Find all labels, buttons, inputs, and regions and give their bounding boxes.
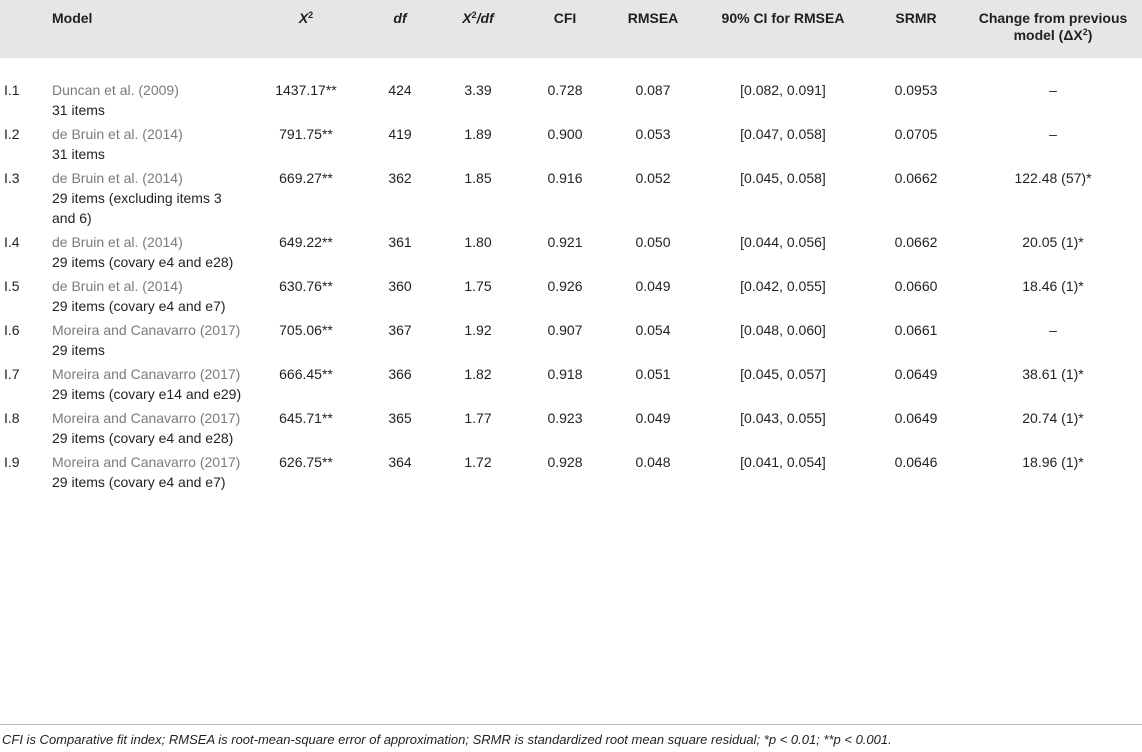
model-cell (48, 124, 246, 168)
model-cell (48, 364, 246, 408)
header-df: df (393, 10, 407, 26)
cfi-cell: 0.900 (547, 126, 583, 142)
srmr-cell: 0.0660 (894, 278, 938, 294)
header-change: Change from previous model $(\Delta X^2)$ (978, 10, 1128, 43)
header-srmr: SRMR (895, 10, 937, 26)
rmsea-cell: 0.050 (635, 234, 671, 250)
table-row (0, 58, 1142, 124)
srmr-cell: 0.0662 (894, 234, 938, 250)
header-x2: $X^2$ (298, 10, 314, 26)
table-row (0, 232, 1142, 276)
x2-cell: 626.75** (279, 454, 333, 470)
x2-cell: 666.45** (279, 366, 333, 382)
df-cell: 367 (388, 322, 412, 338)
model-id-cell: I.7 (4, 366, 20, 382)
change-cell: 20.05 (1)* (1022, 234, 1084, 250)
header-cfi: CFI (553, 10, 577, 26)
table-footnote: CFI is Comparative fit index; RMSEA is root-mean-square error of approximation; SRMR is standardized root mean square residual; *p < 0.01; **p < 0.001. (2, 732, 892, 747)
table-row (0, 408, 1142, 452)
x2df-cell: 1.72 (464, 454, 492, 470)
model-description: 29 items (excluding items 3 and 6) (52, 190, 222, 226)
x2df-cell: 1.80 (464, 234, 492, 250)
change-cell: 38.61 (1)* (1022, 366, 1084, 382)
rmsea-cell: 0.053 (635, 126, 671, 142)
ci-cell: [0.082, 0.091] (740, 82, 826, 98)
table-row (0, 320, 1142, 364)
model-citation: de Bruin et al. (2014) (52, 126, 183, 142)
x2-cell: 669.27** (279, 170, 333, 186)
df-cell: 362 (388, 170, 412, 186)
model-citation: Moreira and Canavarro (2017) (52, 410, 241, 426)
header-model: Model (52, 10, 93, 26)
ci-cell: [0.043, 0.055] (740, 410, 826, 426)
ci-cell: [0.042, 0.055] (740, 278, 826, 294)
table-bottom-rule (0, 724, 1142, 725)
ci-cell: [0.047, 0.058] (740, 126, 826, 142)
model-cell (48, 320, 246, 364)
df-cell: 364 (388, 454, 412, 470)
model-description: 31 items (52, 102, 105, 118)
x2-cell: 630.76** (279, 278, 333, 294)
srmr-cell: 0.0649 (894, 410, 938, 426)
ci-cell: [0.045, 0.058] (740, 170, 826, 186)
change-cell: – (1049, 82, 1057, 98)
df-cell: 365 (388, 410, 412, 426)
cfi-cell: 0.921 (547, 234, 583, 250)
rmsea-cell: 0.048 (635, 454, 671, 470)
table-row (0, 168, 1142, 232)
cfi-cell: 0.728 (547, 82, 583, 98)
x2df-cell: 1.92 (464, 322, 492, 338)
model-cell (48, 58, 246, 124)
x2-cell: 645.71** (279, 410, 333, 426)
df-cell: 360 (388, 278, 412, 294)
df-cell: 419 (388, 126, 412, 142)
model-id-cell: I.5 (4, 278, 20, 294)
x2-cell: 1437.17** (275, 82, 337, 98)
rmsea-cell: 0.052 (635, 170, 671, 186)
model-description: 29 items (covary e4 and e28) (52, 430, 234, 446)
x2df-cell: 1.89 (464, 126, 492, 142)
model-id-cell: I.8 (4, 410, 20, 426)
change-cell: 20.74 (1)* (1022, 410, 1084, 426)
cfi-cell: 0.916 (547, 170, 583, 186)
model-citation: de Bruin et al. (2014) (52, 278, 183, 294)
ci-cell: [0.048, 0.060] (740, 322, 826, 338)
cfi-cell: 0.907 (547, 322, 583, 338)
srmr-cell: 0.0662 (894, 170, 938, 186)
rmsea-cell: 0.049 (635, 410, 671, 426)
model-id-cell: I.4 (4, 234, 20, 250)
model-description: 29 items (covary e4 and e28) (52, 254, 234, 270)
ci-cell: [0.044, 0.056] (740, 234, 826, 250)
x2-cell: 705.06** (279, 322, 333, 338)
model-citation: Moreira and Canavarro (2017) (52, 366, 241, 382)
change-cell: 18.96 (1)* (1022, 454, 1084, 470)
model-id-cell: I.3 (4, 170, 20, 186)
table-row (0, 364, 1142, 408)
change-cell: – (1049, 126, 1057, 142)
rmsea-cell: 0.054 (635, 322, 671, 338)
model-description: 29 items (covary e14 and e29) (52, 386, 242, 402)
cfi-cell: 0.918 (547, 366, 583, 382)
x2df-cell: 1.82 (464, 366, 492, 382)
model-cell (48, 232, 246, 276)
table-row (0, 124, 1142, 168)
ci-cell: [0.045, 0.057] (740, 366, 826, 382)
header-rmsea: RMSEA (627, 10, 679, 26)
model-cell (48, 276, 246, 320)
model-cell (48, 168, 246, 232)
cfi-cell: 0.923 (547, 410, 583, 426)
model-id-cell: I.2 (4, 126, 20, 142)
x2df-cell: 1.85 (464, 170, 492, 186)
change-cell: 122.48 (57)* (1014, 170, 1092, 186)
model-id-cell: I.6 (4, 322, 20, 338)
ci-cell: [0.041, 0.054] (740, 454, 826, 470)
srmr-cell: 0.0705 (894, 126, 938, 142)
rmsea-cell: 0.087 (635, 82, 671, 98)
change-cell: 18.46 (1)* (1022, 278, 1084, 294)
x2-cell: 791.75** (279, 126, 333, 142)
model-cell (48, 408, 246, 452)
table-row (0, 452, 1142, 496)
model-citation: de Bruin et al. (2014) (52, 234, 183, 250)
srmr-cell: 0.0646 (894, 454, 938, 470)
df-cell: 366 (388, 366, 412, 382)
model-citation: Moreira and Canavarro (2017) (52, 454, 241, 470)
rmsea-cell: 0.051 (635, 366, 671, 382)
model-description: 31 items (52, 146, 105, 162)
model-citation: de Bruin et al. (2014) (52, 170, 183, 186)
rmsea-cell: 0.049 (635, 278, 671, 294)
df-cell: 361 (388, 234, 412, 250)
model-id-cell: I.1 (4, 82, 20, 98)
srmr-cell: 0.0661 (894, 322, 938, 338)
x2df-cell: 1.77 (464, 410, 492, 426)
header-ci: 90% CI for RMSEA (721, 10, 845, 26)
model-citation: Duncan et al. (2009) (52, 82, 179, 98)
model-description: 29 items (52, 342, 105, 358)
srmr-cell: 0.0649 (894, 366, 938, 382)
df-cell: 424 (388, 82, 412, 98)
cfi-cell: 0.928 (547, 454, 583, 470)
x2df-cell: 1.75 (464, 278, 492, 294)
x2df-cell: 3.39 (464, 82, 492, 98)
x2-cell: 649.22** (279, 234, 333, 250)
table-row (0, 276, 1142, 320)
change-cell: – (1049, 322, 1057, 338)
header-x2-df: $X^2/df$ (462, 10, 494, 26)
header-row (0, 0, 1142, 58)
cfi-cell: 0.926 (547, 278, 583, 294)
model-cell (48, 452, 246, 496)
header-id (0, 0, 48, 58)
srmr-cell: 0.0953 (894, 82, 938, 98)
model-description: 29 items (covary e4 and e7) (52, 298, 226, 314)
model-id-cell: I.9 (4, 454, 20, 470)
model-description: 29 items (covary e4 and e7) (52, 474, 226, 490)
model-citation: Moreira and Canavarro (2017) (52, 322, 241, 338)
